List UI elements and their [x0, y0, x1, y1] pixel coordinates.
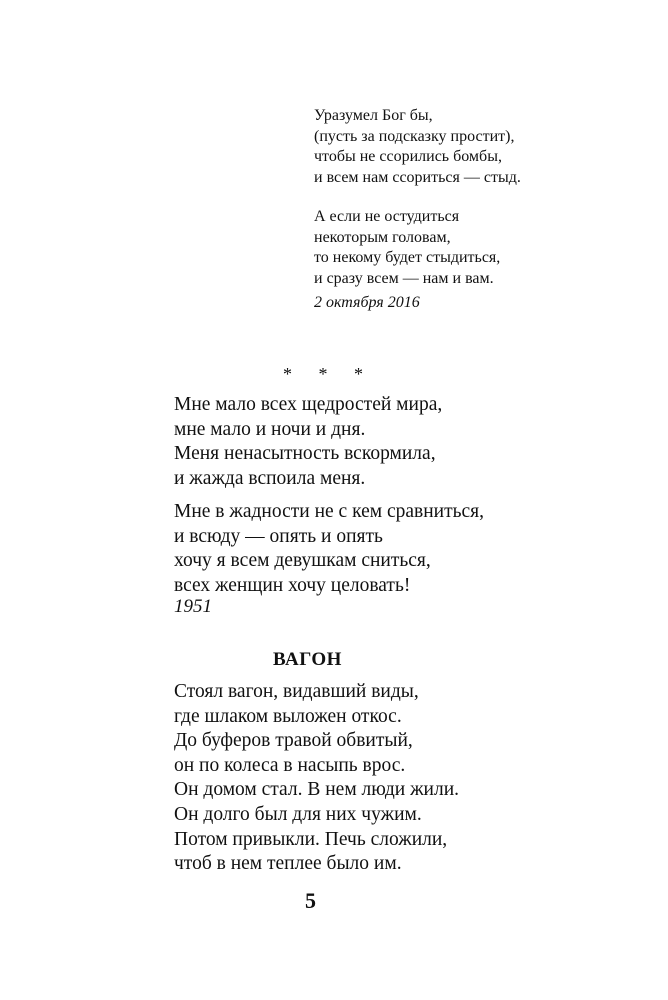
poem-line: Стоял вагон, видавший виды, — [174, 681, 419, 702]
poem-line: и жажда вспоила меня. — [174, 467, 366, 489]
section-separator: * * * — [283, 364, 374, 384]
poem-line: Мне в жадности не с кем сравниться, — [174, 501, 485, 522]
poem-line: всех женщин хочу целовать! — [174, 574, 411, 596]
poem-line: Он домом стал. В нем люди жили. — [174, 779, 460, 801]
poem-line: (пусть за подсказку простит), — [314, 127, 515, 145]
poem2-stanza2 — [174, 500, 484, 598]
poem1-stanza2 — [314, 207, 500, 289]
poem-line: где шлаком выложен откос. — [174, 705, 402, 727]
poem3-stanza1 — [174, 680, 459, 877]
poem-line: Уразумел Бог бы, — [314, 107, 433, 124]
poem-line: Он долго был для них чужим. — [174, 803, 422, 825]
poem-line: он по колеса в насыпь врос. — [174, 754, 406, 776]
poem1-date: 2 октября 2016 — [314, 294, 420, 311]
poem-line: и всем нам ссориться — стыд. — [314, 168, 521, 186]
poem-line: Потом привыкли. Печь сложили, — [174, 828, 448, 850]
poem3-title: ВАГОН — [273, 649, 342, 670]
poem-line: мне мало и ночи и дня. — [174, 418, 366, 440]
poem-line: и всюду — опять и опять — [174, 525, 383, 547]
poem-line: чтобы не ссорились бомбы, — [314, 148, 502, 166]
poem-line: А если не остудиться — [314, 208, 460, 225]
page-number: 5 — [305, 888, 316, 913]
poem-line: то некому будет стыдиться, — [314, 249, 501, 267]
poem-line: Меня ненасытность вскормила, — [174, 443, 436, 465]
poem2-stanza1 — [174, 393, 442, 491]
poem-line: чтоб в нем теплее было им. — [174, 853, 402, 875]
poem-line: хочу я всем девушкам сниться, — [174, 550, 431, 572]
poem-line: и сразу всем — нам и вам. — [314, 269, 494, 287]
poem1-stanza1 — [314, 106, 521, 188]
poem2-date: 1951 — [174, 596, 212, 617]
poem-line: некоторым головам, — [314, 228, 451, 246]
poem-line: Мне мало всех щедростей мира, — [174, 394, 443, 415]
poem-line: До буферов травой обвитый, — [174, 730, 413, 752]
